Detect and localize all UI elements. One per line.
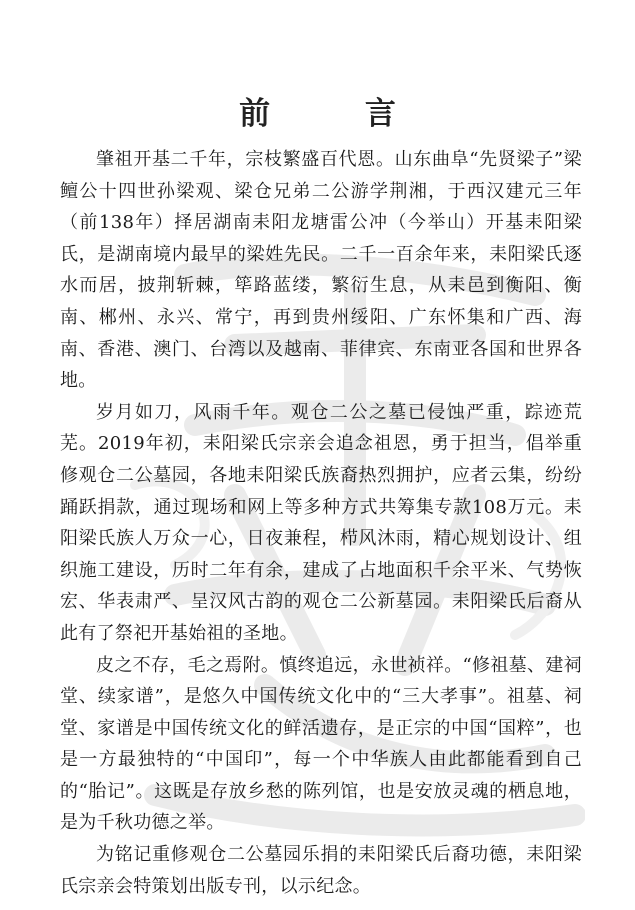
paragraph: 皮之不存，毛之焉附。慎终追远，永世祯祥。“修祖墓、建祠堂、续家谱”，是悠久中国传统文化中的“三大孝事”。祖墓、祠堂、家谱是中国传统文化的鲜活遗存，是正宗的中国“国粹”，也是一方最独特的“中国印”，每一个中华族人由此都能看到自己的“胎记”。这既是存放乡愁的陈列馆，也是安放灵魂的栖息地，是为千秋功德之举。 (60, 654, 582, 834)
page-title: 前 言 (239, 96, 438, 132)
paragraph: 肇祖开基二千年，宗枝繁盛百代恩。山东曲阜“先贤梁子”梁鳣公十四世孙梁观、梁仓兄弟二公游学荆湘，于西汉建元三年（前138年）择居湖南耒阳龙塘雷公冲（今举山）开基耒阳梁氏，是湖南境内最早的梁姓先民。二千一百余年来，耒阳梁氏逐水而居，披荆斩棘，筚路蓝缕，繁衍生息，从耒邑到衡阳、衡南、郴州、永兴、常宁，再到贵州绥阳、广东怀集和广西、海南、香港、澳门、台湾以及越南、菲律宾、东南亚各国和世界各地。 (60, 149, 582, 392)
paragraph: 岁月如刀，风雨千年。观仓二公之墓已侵蚀严重，踪迹荒芜。2019年初，耒阳梁氏宗亲会追念祖恩，勇于担当，倡举重修观仓二公墓园，各地耒阳梁氏族裔热烈拥护，应者云集，纷纷踊跃捐款，通过现场和网上等多种方式共筹集专款108万元。耒阳梁氏族人万众一心，日夜兼程，栉风沐雨，精心规划设计、组织施工建设，历时二年有余，建成了占地面积千余平米、气势恢宏、华表肃严、呈汉风古韵的观仓二公新墓园。耒阳梁氏后裔从此有了祭祀开基始祖的圣地。 (60, 401, 582, 644)
preface-body (60, 144, 582, 902)
paragraph: 为铭记重修观仓二公墓园乐捐的耒阳梁氏后裔功德，耒阳梁氏宗亲会特策划出版专刊，以示纪念。 (60, 844, 582, 897)
